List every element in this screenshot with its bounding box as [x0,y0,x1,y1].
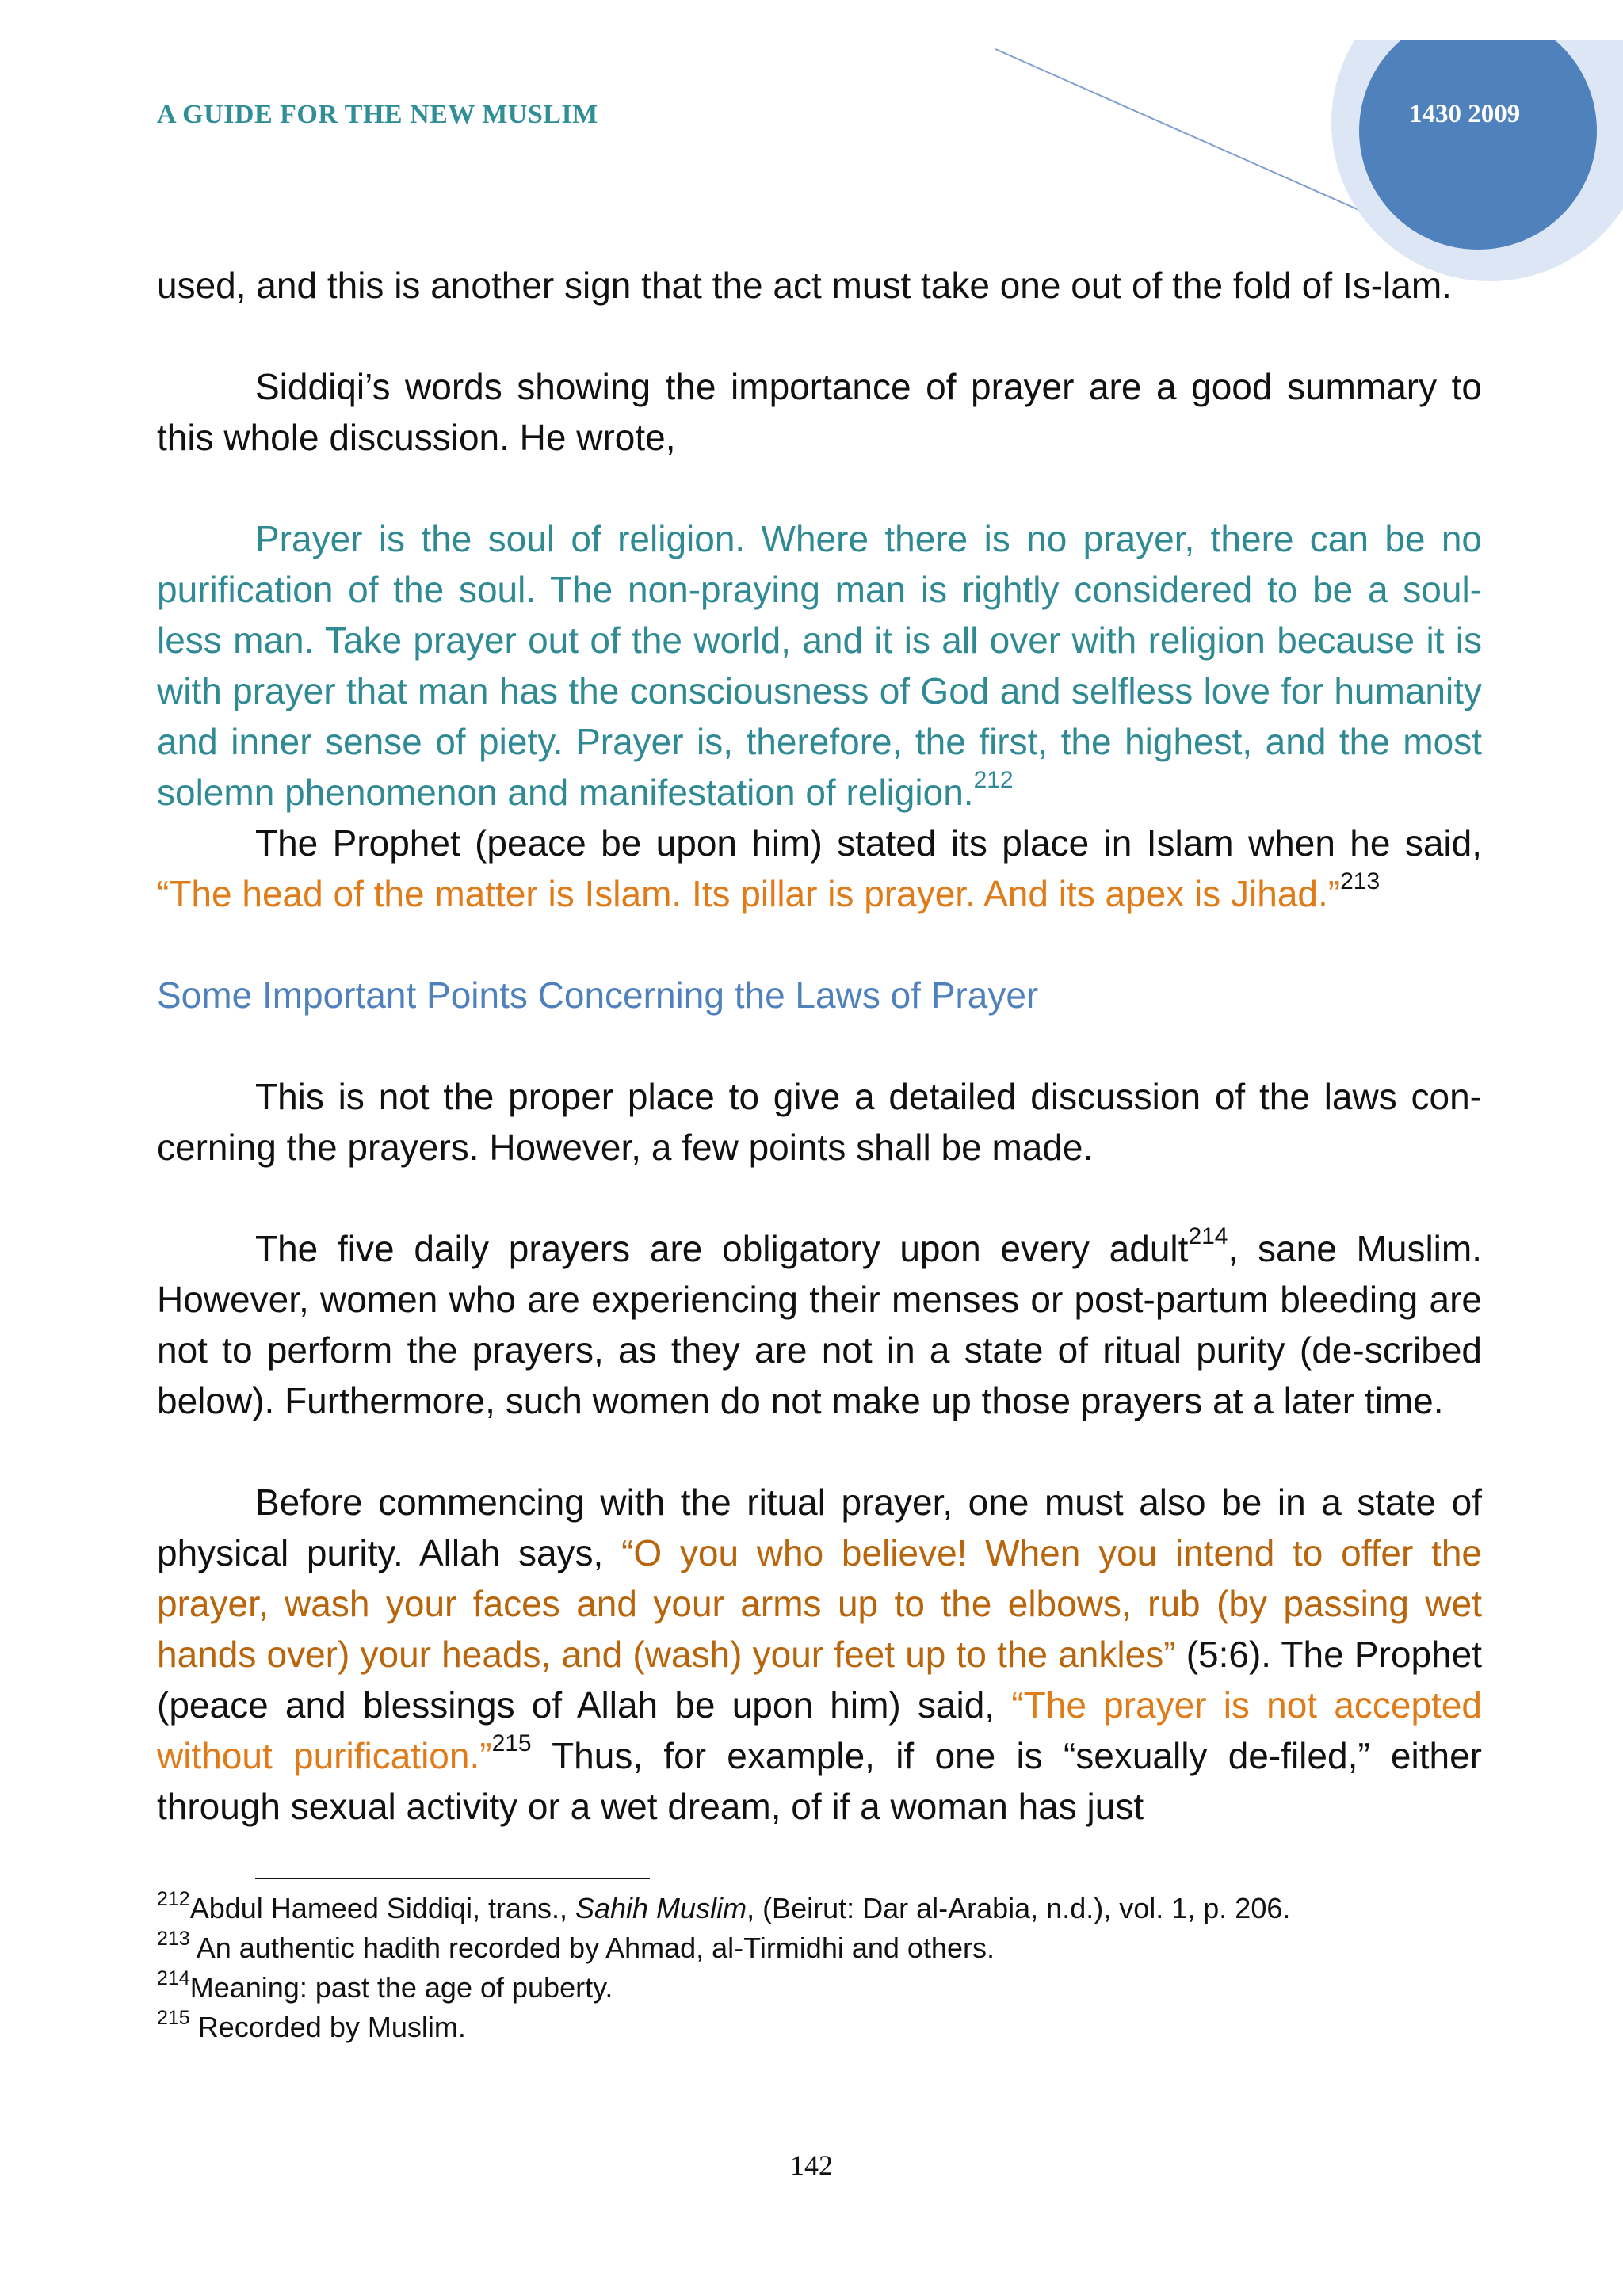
footnote-number: 215 [157,2007,190,2029]
paragraph [157,1223,1482,1426]
quran-quote: “O you who believe! When you intend to offer the prayer, wash your faces and your arms up to the elbows, rub (by passing wet hands over) your heads, and (wash) your feet up to the ankles” [157,1532,1483,1675]
paragraph [157,818,1482,919]
paragraph-text: The Prophet (peace be upon him) stated its place in Islam when he said, [255,822,1482,864]
footnote-number: 214 [157,1967,190,1989]
paragraph-text: Thus, for example, if one is “sexually de-filed,” either through sexual activity or a wet dream, of if a woman has just [157,1735,1482,1827]
footnote-text: , (Beirut: Dar al-Arabia, n.d.), vol. 1, p. 206. [747,1892,1291,1924]
footnote-text: An authentic hadith recorded by Ahmad, al-Tirmidhi and others. [196,1932,995,1964]
book-title: A GUIDE FOR THE NEW MUSLIM [157,100,598,129]
paragraph: Siddiqi’s words showing the importance of prayer are a good summary to this whole discussion. He wrote, [157,366,1482,458]
paragraph-text: The five daily prayers are obligatory upon every adult [255,1228,1189,1269]
paragraph-text: Before commencing with the ritual prayer, one must also be in a state of physical purity. Allah says, [157,1482,1482,1573]
paragraph-text: (5:6). The Prophet (peace and blessings of Allah be upon him) said, [157,1634,1482,1726]
hadith-quote: “The prayer is not accepted without purification.” [157,1684,1482,1776]
section-heading: Some Important Points Concerning the Laws of Prayer [157,974,1039,1016]
footnote [157,2008,1482,2047]
footnote-ref: 215 [491,1730,532,1756]
quote-text: Prayer is the soul of religion. Where there is no prayer, there can be no purification of the soul. The non-praying man is rightly considered to be a soul-less man. Take prayer out of the world, and it is all over with religion because it is with prayer that man has the consciousness of God and selfless love for humanity and inner sense of piety. Prayer is, therefore, the first, the highest, and the most solemn phenomenon and manifestation of religion. [157,518,1482,813]
paragraph-text: , sane Muslim. However, women who are experiencing their menses or post-partum bleeding are not to perform the prayers, as they are not in a state of ritual purity (de-scribed below). Furthermore, such women do not make up those prayers at a later time. [157,1228,1482,1421]
header-year: 1430 2009 [1409,100,1521,128]
footnote-italic-title: Sahih Muslim [575,1892,747,1924]
paragraph: This is not the proper place to give a detailed discussion of the laws con-cerning the prayers. However, a few points shall be made. [157,1076,1482,1168]
footnote-text: Recorded by Muslim. [197,2011,466,2043]
footnote-separator [255,1878,650,1879]
footnote-number: 213 [157,1928,190,1950]
page-number: 142 [790,2149,833,2181]
paragraph [157,1477,1482,1832]
page-content [157,260,1482,2047]
footnote [157,1928,1482,1968]
footnote-number: 212 [157,1888,190,1910]
footnote-ref: 214 [1188,1223,1228,1249]
footnote-ref: 213 [1340,868,1381,894]
footnote-ref: 212 [973,767,1014,793]
footnotes [157,1889,1482,2047]
footnote-text: Meaning: past the age of puberty. [189,1971,613,2004]
hadith-quote: “The head of the matter is Islam. Its pillar is prayer. And its apex is Jihad.” [157,873,1341,914]
footnote [157,1968,1482,2008]
block-quote-siddiqi [157,513,1482,818]
footnote [157,1889,1482,1928]
paragraph: used, and this is another sign that the act must take one out of the fold of Is-lam. [157,265,1452,306]
footnote-text: Abdul Hameed Siddiqi, trans., [189,1892,575,1924]
